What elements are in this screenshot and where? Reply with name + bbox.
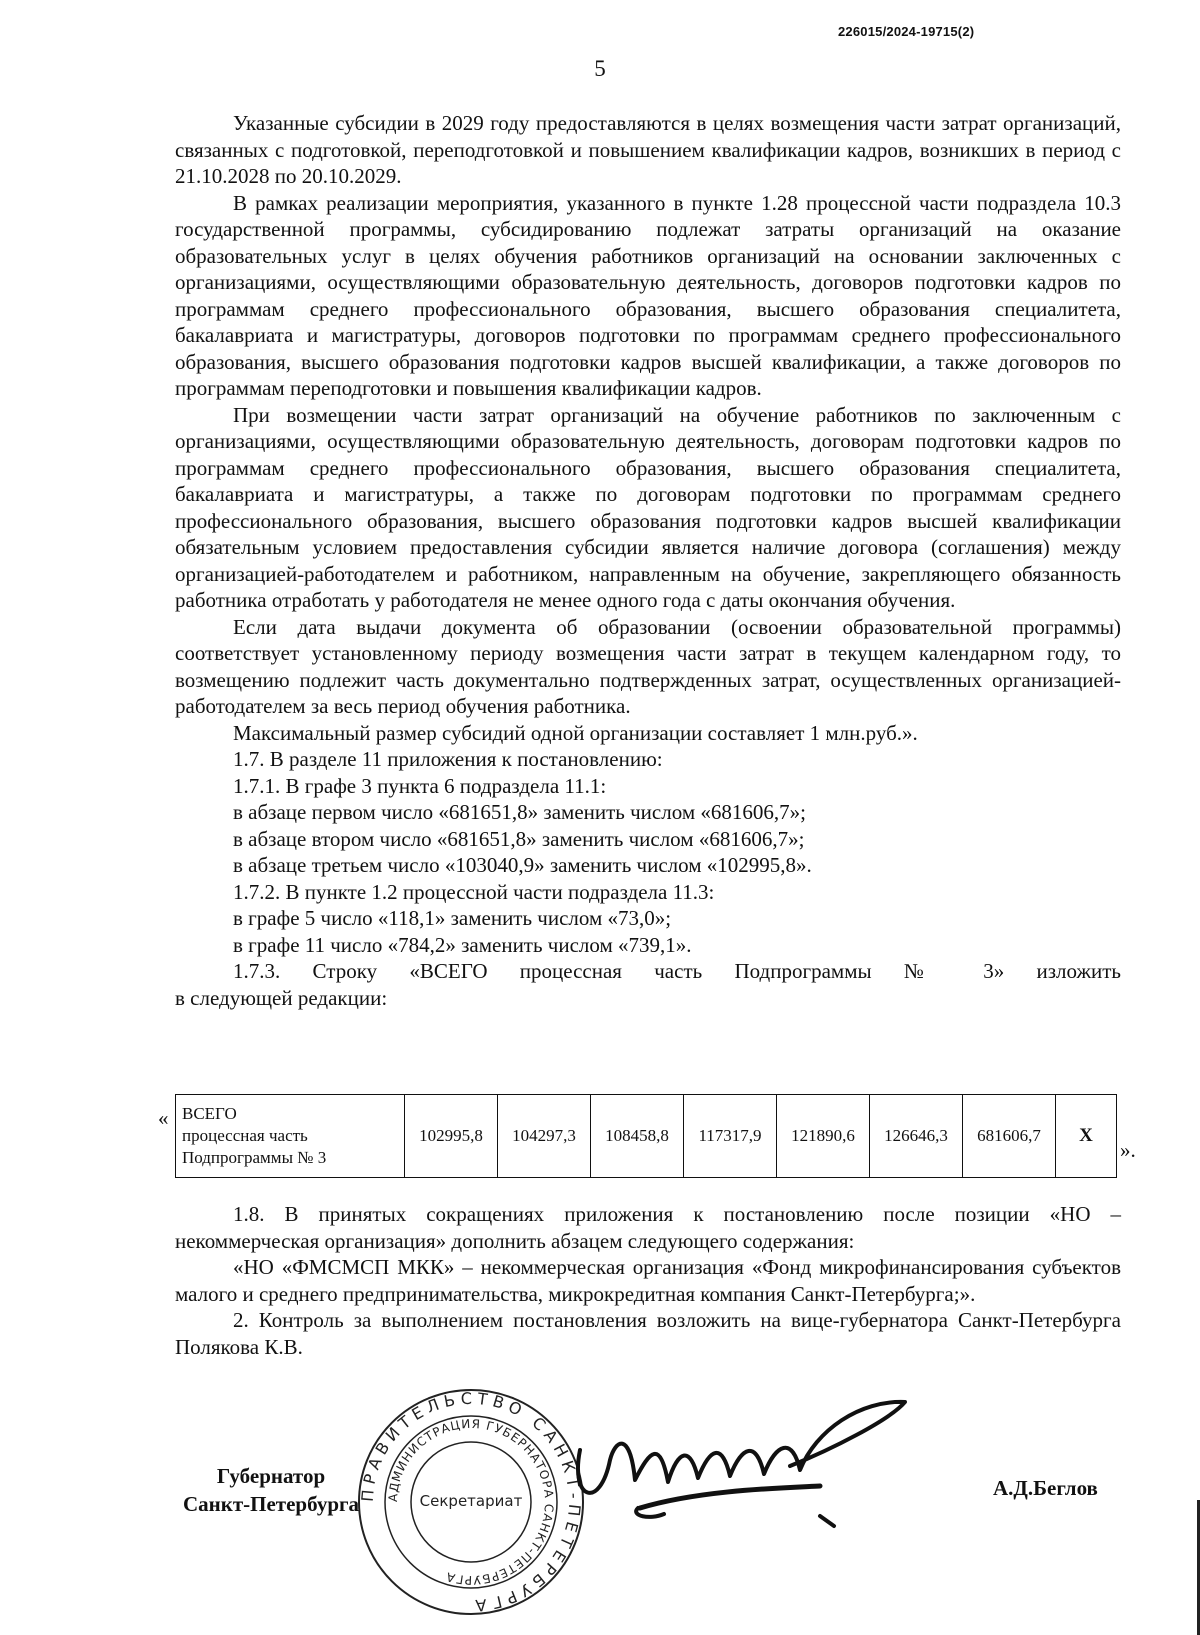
row-label-line: процессная часть [182, 1126, 308, 1145]
amendment-table [175, 1094, 1117, 1178]
official-stamp [356, 1384, 586, 1620]
signatory-title [178, 1462, 364, 1518]
document-number: 226015/2024-19715(2) [838, 24, 975, 39]
paragraph: При возмещении части затрат организаций на обучение работников по заключенным с организациями, осуществляющими образовательную деятельность, договорам подготовки кадров по программам среднего профессионального образования, высшего образования специалитета, бакалавриата и магистратуры, а также по договорам подготовки по программам среднего профессионального образования, высшего образования подготовки кадров высшей квалификации обязательным условием предоставления субсидии является наличие договора (соглашения) между организацией-работодателем и работником, направленным на обучение, закрепляющего обязанность работника отработать у работодателя не менее одного года с даты окончания обучения. [175, 402, 1121, 612]
table-cell: 102995,8 [405, 1095, 498, 1178]
paragraph: 1.8. В принятых сокращениях приложения к постановлению после позиции «НО – некоммерческая организация» дополнить абзацем следующего содержания: [175, 1202, 1121, 1253]
paragraph: «НО «ФМСМСП МКК» – некоммерческая организация «Фонд микрофинансирования субъектов малого и среднего предпринимательства, микрокредитная компания Санкт-Петербурга;». [175, 1255, 1121, 1306]
handwritten-signature [560, 1390, 920, 1530]
stamp-outer-text: ПРАВИТЕЛЬСТВО САНКТ-ПЕТЕРБУРГА [357, 1388, 585, 1616]
table-row [176, 1095, 1117, 1178]
list-item: в абзаце первом число «681651,8» заменить числом «681606,7»; [233, 800, 806, 824]
close-quote: ». [1120, 1138, 1136, 1162]
table-cell: 104297,3 [498, 1095, 591, 1178]
paragraph: Если дата выдачи документа об образовании (освоении образовательной программы) соответствует установленному периоду возмещения части затрат в текущем календарном году, то возмещению подлежит часть документально подтвержденных затрат, осуществленных организацией-работодателем за весь период обучения работника. [175, 614, 1121, 718]
row-label-line: Подпрограммы № 3 [182, 1148, 327, 1167]
document-body-continued [175, 1201, 1121, 1360]
row-label-cell [176, 1095, 405, 1178]
signatory-title-line: Губернатор [216, 1464, 326, 1488]
list-item: 1.7.1. В графе 3 пункта 6 подраздела 11.1: [233, 773, 607, 798]
list-item: в графе 11 число «784,2» заменить числом «739,1». [233, 932, 692, 957]
table-cell: 108458,8 [591, 1095, 684, 1178]
table-cell: X [1056, 1095, 1117, 1178]
list-item: в абзаце третьем число «103040,9» заменить числом «102995,8». [233, 853, 812, 877]
table-cell: 121890,6 [777, 1095, 870, 1178]
list-item: Максимальный размер субсидий одной организации составляет 1 млн.руб.». [233, 720, 918, 745]
list-item: в абзаце втором число «681651,8» заменить числом «681606,7»; [233, 826, 805, 851]
list-item: 1.7. В разделе 11 приложения к постановлению: [233, 747, 663, 771]
table-cell: 117317,9 [684, 1095, 777, 1178]
replacement-row [158, 1094, 1158, 1180]
paragraph: 2. Контроль за выполнением постановления возложить на вице-губернатора Санкт-Петербурга Полякова К.В. [175, 1308, 1121, 1359]
open-quote: « [158, 1106, 169, 1130]
page-number: 5 [594, 56, 606, 81]
stamp-inner-text: АДМИНИСТРАЦИЯ ГУБЕРНАТОРА САНКТ-ПЕТЕРБУРГА [385, 1416, 557, 1588]
signatory-name: А.Д.Беглов [993, 1476, 1098, 1500]
list-item: в графе 5 число «118,1» заменить числом «73,0»; [233, 906, 672, 930]
stamp-center-text: Секретариат [419, 1492, 523, 1510]
list-item: 1.7.3. Строку «ВСЕГО процессная часть Подпрограммы № 3» изложить [233, 959, 1121, 983]
table-cell: 126646,3 [870, 1095, 963, 1178]
row-label-line: ВСЕГО [182, 1104, 237, 1123]
paragraph: Указанные субсидии в 2029 году предоставляются в целях возмещения части затрат организаций, связанных с подготовкой, переподготовкой и повышением квалификации кадров, возникших в период с 21.10.2028 по 20.10.2029. [175, 111, 1121, 188]
list-item: в следующей редакции: [175, 985, 388, 1010]
signatory-title-line: Санкт-Петербурга [182, 1492, 360, 1516]
document-body [175, 110, 1121, 1011]
table-cell: 681606,7 [963, 1095, 1056, 1178]
paragraph: В рамках реализации мероприятия, указанного в пункте 1.28 процессной части подраздела 10.3 государственной программы, субсидированию подлежат затраты организаций на оказание образовательных услуг в целях обучения работников организаций на основании заключенных с организациями, осуществляющими образовательную деятельность, договоров подготовки кадров по программам среднего профессионального образования, высшего образования специалитета, бакалавриата и магистратуры, договоров подготовки по программам среднего профессионального образования, высшего образования подготовки кадров высшей квалификации, а также договоров по программам переподготовки и повышения квалификации кадров. [175, 190, 1121, 400]
list-item: 1.7.2. В пункте 1.2 процессной части подраздела 11.3: [233, 879, 715, 904]
